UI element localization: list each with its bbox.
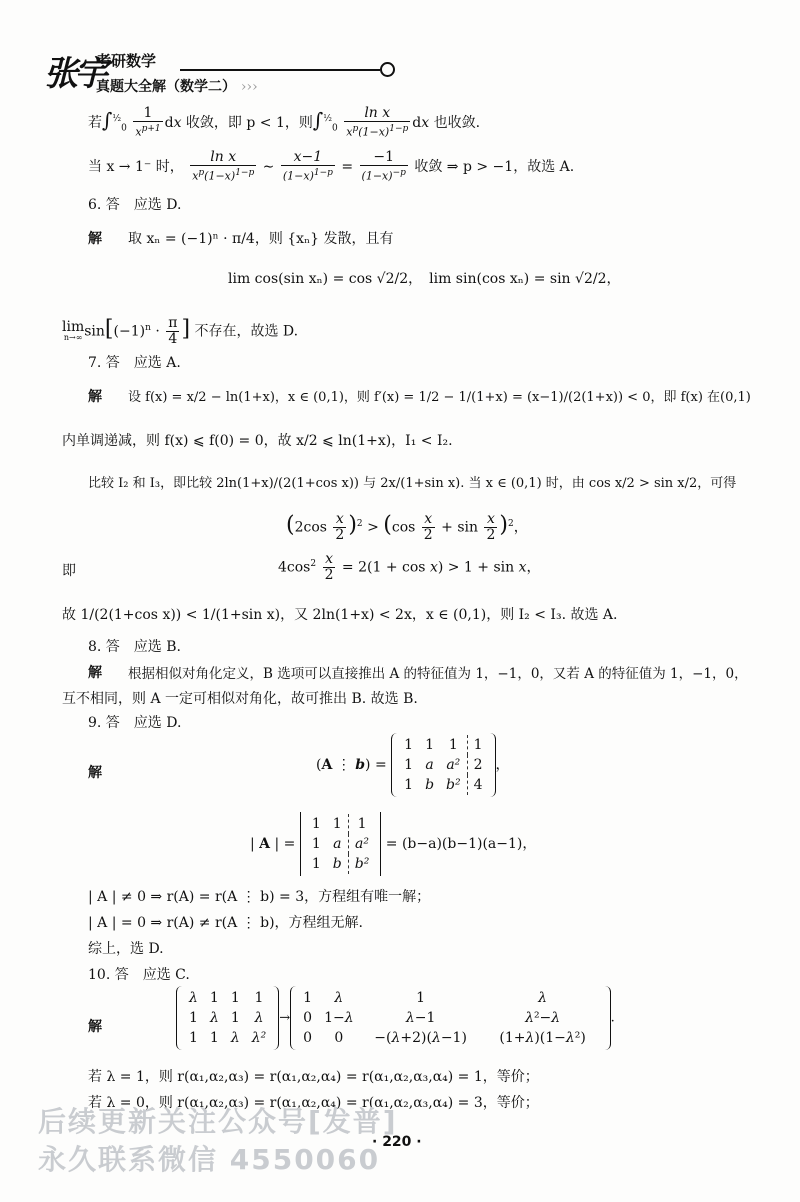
q7-ineq: (2cos $\frac{x}{2}$ )$^2$ > (cos $\frac{x}{2}$ + sin $\frac{x}{2}$ )$^2$， <box>286 511 528 543</box>
q7-eq: $4\cos^2$ $\frac{x}{2}$ = 2(1 + cos x) > 1 + sin x， <box>278 551 541 583</box>
q6-take: 取 xₙ = (−1)ⁿ · π/4，则 {xₙ} 发散，且有 <box>128 231 394 247</box>
header-circle-icon <box>380 62 395 77</box>
q10-line1: 若 λ = 1，则 r(α₁,α₂,α₃) = r(α₁,α₂,α₄) = r(α₁,α₂,α₃,α₄) = 1，等价； <box>88 1069 539 1085</box>
q10-row-reduction: λ 1 1 1 1 λ 1 λ 1 1 λ λ² → 1 λ 1 λ 0 1−λ λ−1 λ²−λ 0 0 −(λ+2)(λ−1) (1+λ)(1−λ²) . <box>176 986 615 1050</box>
header-rule <box>180 69 380 71</box>
arrow-icon: ››› <box>240 79 258 95</box>
book-subtitle <box>96 76 258 96</box>
q6-answer: 6. 答 应选 D. <box>88 197 182 213</box>
q6-limits: lim cos(sin xₙ) = cos √2/2， lim sin(cos xₙ) = sin √2/2， <box>228 271 621 287</box>
line-2: 当 x → 1⁻ 时， $\frac{\text{ln x}}{x^p(1-x)^{1-p}}$ ∼ $\frac{x-1}{(1-x)^{1-p}}$ = $\frac{-1}{(1-x)^{-p}}$ 收敛 ⇒ p > −1，故选 A. <box>88 149 575 183</box>
brand-logo: 张宇 <box>44 54 104 94</box>
q9-determinant: | A | = 1 1 1 1 a a² 1 b b² = (b−a)(b−1)(a−1)， <box>250 812 536 876</box>
q9-jie: 解 <box>88 765 102 781</box>
q9-line1: | A | ≠ 0 ⇒ r(A) = r(A ⋮ b) = 3，方程组有唯一解； <box>88 889 431 905</box>
q7-ji: 即 <box>62 563 76 579</box>
q9-line3: 综上，选 D. <box>88 941 164 957</box>
q9-answer: 9. 答 应选 D. <box>88 715 182 731</box>
q7-answer: 7. 答 应选 A. <box>88 355 181 371</box>
watermark-line1: 后续更新关注公众号[发普] <box>38 1105 398 1138</box>
q9-augmented-matrix: (A ⋮ b) = 1 1 1 1 1 a a² 2 1 b b² 4 ， <box>316 733 510 797</box>
q6-conclusion: lim n→∞ $\sin[(-1)^n$ · $\frac{\pi}{4}$ ] 不存在，故选 D. <box>62 315 299 347</box>
q9-line2: | A | = 0 ⇒ r(A) ≠ r(A ⋮ b)，方程组无解. <box>88 915 364 931</box>
q10-answer: 10. 答 应选 C. <box>88 967 190 983</box>
page-number: · 220 · <box>372 1134 422 1150</box>
watermark-line2: 永久联系微信 4550060 <box>38 1143 381 1176</box>
q7-line6: 故 1/(2(1+cos x)) < 1/(1+sin x)，又 2ln(1+x) < 2x，x ∈ (0,1)，则 I₂ < I₃. 故选 A. <box>62 607 618 623</box>
q7-line2: 内单调递减，则 f(x) ⩽ f(0) = 0，故 x/2 ⩽ ln(1+x)，I₁ < I₂. <box>62 433 453 449</box>
q7-jie: 解 <box>88 389 102 405</box>
q10-line2: 若 λ = 0，则 r(α₁,α₂,α₃) = r(α₁,α₂,α₄) = r(α₁,α₂,α₃,α₄) = 3，等价； <box>88 1095 539 1111</box>
q7-line3: 比较 I₂ 和 I₃，即比较 2ln(1+x)/(2(1+cos x)) 与 2x/(1+sin x). 当 x ∈ (0,1) 时，由 cos x/2 > sin x/2，可得 <box>88 476 737 491</box>
q8-text2: 互不相同，则 A 一定可相似对角化，故可推出 B. 故选 B. <box>62 691 418 707</box>
q8-text1: 根据相似对角化定义，B 选项可以直接推出 A 的特征值为 1，−1，0，又若 A 的特征值为 1，−1，0， <box>128 666 748 682</box>
q8-jie: 解 <box>88 665 102 681</box>
q10-jie: 解 <box>88 1019 102 1035</box>
q6-jie: 解 <box>88 231 102 247</box>
book-title: 考研数学 <box>96 52 157 70</box>
q8-answer: 8. 答 应选 B. <box>88 639 181 655</box>
q7-set: 设 f(x) = x/2 − ln(1+x)，x ∈ (0,1)，则 f′(x) = 1/2 − 1/(1+x) = (x−1)/(2(1+x)) < 0，即 f(x) 在(0,1) <box>128 390 751 405</box>
subtitle-text: 真题大全解（数学二） <box>96 79 236 95</box>
line-1: 若∫$^{\frac{1}{2}}_0$ $\frac{1}{x^{p+1}}$ dx 收敛，即 p < 1，则∫$^{\frac{1}{2}}_0$ $\frac{\text{ln x}}{x^p(1-x)^{1-p}}$ dx 也收敛. <box>88 105 481 139</box>
